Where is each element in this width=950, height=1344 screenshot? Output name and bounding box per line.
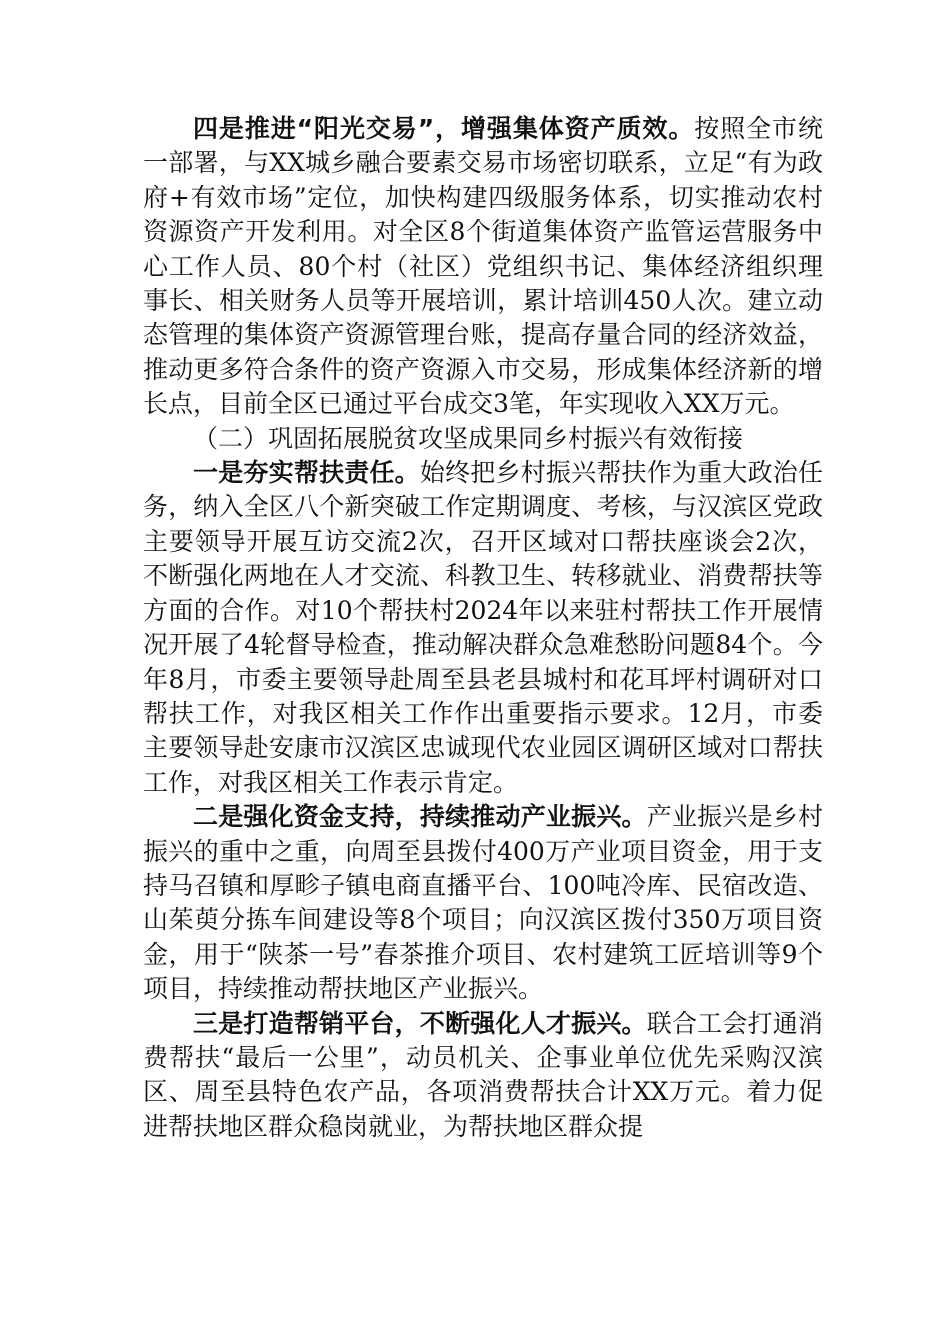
paragraph-text: 按照全市统一部署，与XX城乡融合要素交易市场密切联系，立足“有为政府+有效市场”定位，加快构建四级服务体系，切实推动农村资源资产开发利用。对全区8个街道集体资产监管运营服务中心工作人员、80个村（社区）党组织书记、集体经济组织理事长、相关财务人员等开展培训，累计培训450人次。建立动态管理的集体资产资源管理台账，提高存量合同的经济效益，推动更多符合条件的资产资源入市交易，形成集体经济新的增长点，目前全区已通过平台成交3笔，年实现收入XX万元。 [143,114,823,419]
document-body [143,112,823,1144]
paragraph-lead: 一是夯实帮扶责任。 [193,458,420,488]
paragraph-sales-platform [143,1007,823,1145]
paragraph-text: 联合工会打通消费帮扶“最后一公里”，动员机关、企事业单位优先采购汉滨区、周至县特色农产品，各项消费帮扶合计XX万元。着力促进帮扶地区群众稳岗就业，为帮扶地区群众提 [143,1008,823,1141]
paragraph-assistance-responsibility [143,456,823,800]
paragraph-lead: 四是推进“阳光交易”，增强集体资产质效。 [193,114,695,143]
paragraph-sunshine-trading [143,112,823,422]
paragraph-lead: 二是强化资金支持，持续推动产业振兴。 [193,802,647,832]
paragraph-lead: 三是打造帮销平台，不断强化人才振兴。 [193,1008,647,1038]
section-heading: （二）巩固拓展脱贫攻坚成果同乡村振兴有效衔接 [193,423,744,453]
paragraph-text: 产业振兴是乡村振兴的重中之重，向周至县拨付400万产业项目资金，用于支持马召镇和厚畛子镇电商直播平台、100吨冷库、民宿改造、山茱萸分拣车间建设等8个项目；向汉滨区拨付350万项目资金，用于“陕茶一号”春茶推介项目、农村建筑工匠培训等9个项目，持续推动帮扶地区产业振兴。 [143,802,823,1004]
paragraph-text: 始终把乡村振兴帮扶作为重大政治任务，纳入全区八个新突破工作定期调度、考核，与汉滨区党政主要领导开展互访交流2次，召开区域对口帮扶座谈会2次，不断强化两地在人才交流、科教卫生、转移就业、消费帮扶等方面的合作。对10个帮扶村2024年以来驻村帮扶工作开展情况开展了4轮督导检查，推动解决群众急难愁盼问题84个。今年8月，市委主要领导赴周至县老县城村和花耳坪村调研对口帮扶工作，对我区相关工作作出重要指示要求。12月，市委主要领导赴安康市汉滨区忠诚现代农业园区调研区域对口帮扶工作，对我区相关工作表示肯定。 [143,458,823,797]
paragraph-funding-support [143,800,823,1006]
